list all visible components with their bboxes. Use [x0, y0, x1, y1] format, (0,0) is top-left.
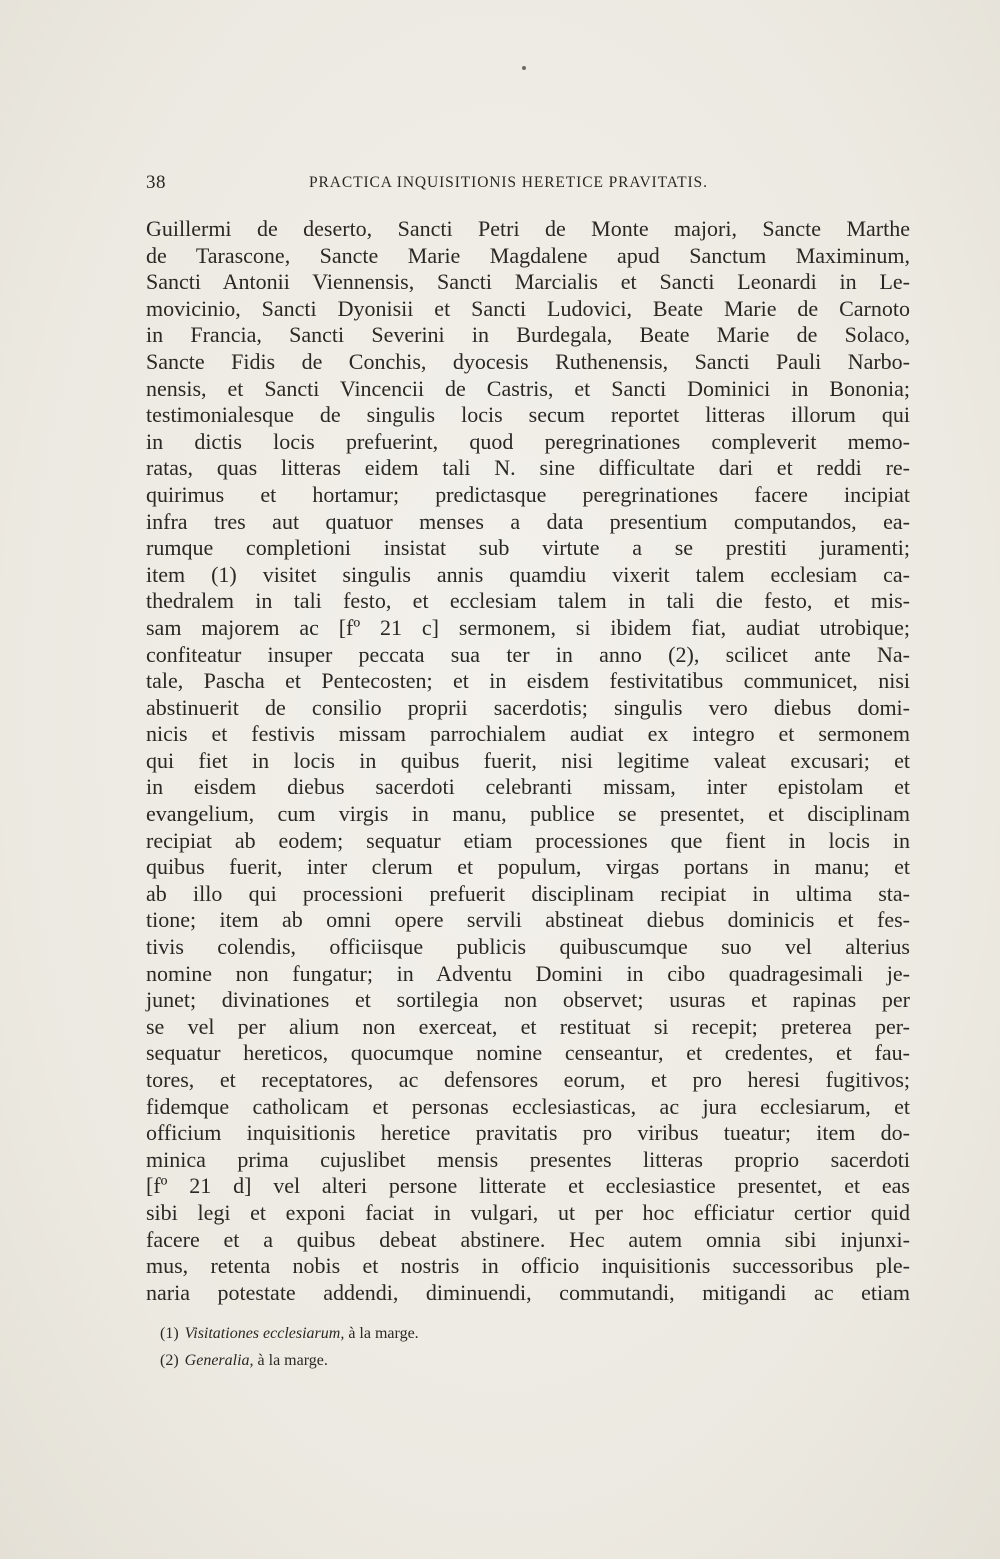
text-line: ab illo qui processioni prefuerit disciplinam recipiat in ultima sta-	[146, 880, 910, 906]
text-line: fidemque catholicam et personas ecclesiasticas, ac jura ecclesiarum, et	[146, 1093, 910, 1119]
text-line: movicinio, Sancti Dyonisii et Sancti Ludovici, Beate Marie de Carnoto	[146, 295, 910, 321]
text-line: sam majorem ac [fº 21 c] sermonem, si ibidem fiat, audiat utrobique;	[146, 614, 910, 640]
text-line: ratas, quas litteras eidem tali N. sine difficultate dari et reddi re-	[146, 455, 910, 481]
page-number: 38	[146, 172, 166, 193]
text-line: thedralem in tali festo, et ecclesiam talem in tali die festo, et mis-	[146, 588, 910, 614]
footnote-mark: (2)	[160, 1352, 179, 1369]
text-line: in eisdem diebus sacerdoti celebranti missam, inter epistolam et	[146, 774, 910, 800]
text-line: minica prima cujuslibet mensis presentes litteras proprio sacerdoti	[146, 1146, 910, 1172]
text-line: quibus fuerit, inter clerum et populum, virgas portans in manu; et	[146, 854, 910, 880]
text-line: tivis colendis, officiisque publicis quibuscumque suo vel alterius	[146, 934, 910, 960]
footnotes	[160, 1320, 760, 1374]
text-line: facere et a quibus debeat abstinere. Hec autem omnia sibi injunxi-	[146, 1226, 910, 1252]
footnote-text: à la marge.	[344, 1325, 419, 1342]
text-line: tione; item ab omni opere servili abstineat diebus dominicis et fes-	[146, 907, 910, 933]
body-text	[146, 216, 910, 1306]
footnote-term: Generalia,	[184, 1352, 254, 1369]
text-line: confiteatur insuper peccata sua ter in anno (2), scilicet ante Na-	[146, 641, 910, 667]
footnote-term: Visitationes ecclesiarum,	[184, 1325, 345, 1342]
text-line: [fº 21 d] vel alteri persone litterate et ecclesiastice presentet, et eas	[146, 1173, 910, 1199]
text-line: Guillermi de deserto, Sancti Petri de Monte majori, Sancte Marthe	[146, 216, 910, 241]
footnote	[160, 1347, 760, 1374]
text-line: testimonialesque de singulis locis secum reportet litteras illorum qui	[146, 402, 910, 428]
text-line: tores, et receptatores, ac defensores eorum, et pro heresi fugitivos;	[146, 1067, 910, 1092]
text-line: se vel per alium non exerceat, et restituat si recepit; preterea per-	[146, 1013, 910, 1039]
footnote-mark: (1)	[160, 1325, 179, 1342]
text-line: tale, Pascha et Pentecosten; et in eisdem festivitatibus communicet, nisi	[146, 668, 910, 694]
text-line: quirimus et hortamur; predictasque peregrinationes facere incipiat	[146, 481, 910, 507]
text-line: in dictis locis prefuerint, quod peregrinationes compleverit memo-	[146, 428, 910, 454]
ink-speck	[522, 66, 526, 70]
text-line: evangelium, cum virgis in manu, publice se presentet, et disciplinam	[146, 801, 910, 827]
footnote-text: à la marge.	[253, 1352, 328, 1369]
text-line: infra tres aut quatuor menses a data presentium computandos, ea-	[146, 508, 910, 534]
text-line: junet; divinationes et sortilegia non observet; usuras et rapinas per	[146, 987, 910, 1013]
text-line: sibi legi et exponi faciat in vulgari, ut per hoc efficiatur certior quid	[146, 1199, 910, 1225]
footnote	[160, 1320, 760, 1347]
text-line: abstinuerit de consilio proprii sacerdotis; singulis vero diebus domi-	[146, 694, 910, 720]
text-line: nomine non fungatur; in Adventu Domini in cibo quadragesimali je-	[146, 960, 910, 986]
text-line: mus, retenta nobis et nostris in officio inquisitionis successoribus ple-	[146, 1253, 910, 1279]
text-line: in Francia, Sancti Severini in Burdegala, Beate Marie de Solaco,	[146, 322, 910, 348]
text-line: de Tarascone, Sancte Marie Magdalene apud Sanctum Maximinum,	[146, 242, 910, 268]
text-line: qui fiet in locis in quibus fuerit, nisi legitime valeat excusari; et	[146, 747, 910, 773]
text-line: nicis et festivis missam parrochialem audiat ex integro et sermonem	[146, 721, 910, 747]
text-line: Sancti Antonii Viennensis, Sancti Marcialis et Sancti Leonardi in Le-	[146, 269, 910, 295]
text-line: sequatur hereticos, quocumque nomine censeantur, et credentes, et fau-	[146, 1040, 910, 1066]
text-line: nensis, et Sancti Vincencii de Castris, et Sancti Dominici in Bononia;	[146, 375, 910, 401]
text-line: naria potestate addendi, diminuendi, commutandi, mitigandi ac etiam	[146, 1279, 910, 1305]
text-line: rumque completioni insistat sub virtute a se prestiti juramenti;	[146, 535, 910, 561]
text-line: recipiat ab eodem; sequatur etiam processiones que fient in locis in	[146, 827, 910, 853]
running-head	[146, 172, 916, 196]
text-line: officium inquisitionis heretice pravitatis pro viribus tueatur; item do-	[146, 1120, 910, 1146]
running-title: PRACTICA INQUISITIONIS HERETICE PRAVITATIS.	[309, 174, 708, 191]
text-line: item (1) visitet singulis annis quamdiu vixerit talem ecclesiam ca-	[146, 561, 910, 587]
text-line: Sancte Fidis de Conchis, dyocesis Ruthenensis, Sancti Pauli Narbo-	[146, 348, 910, 374]
